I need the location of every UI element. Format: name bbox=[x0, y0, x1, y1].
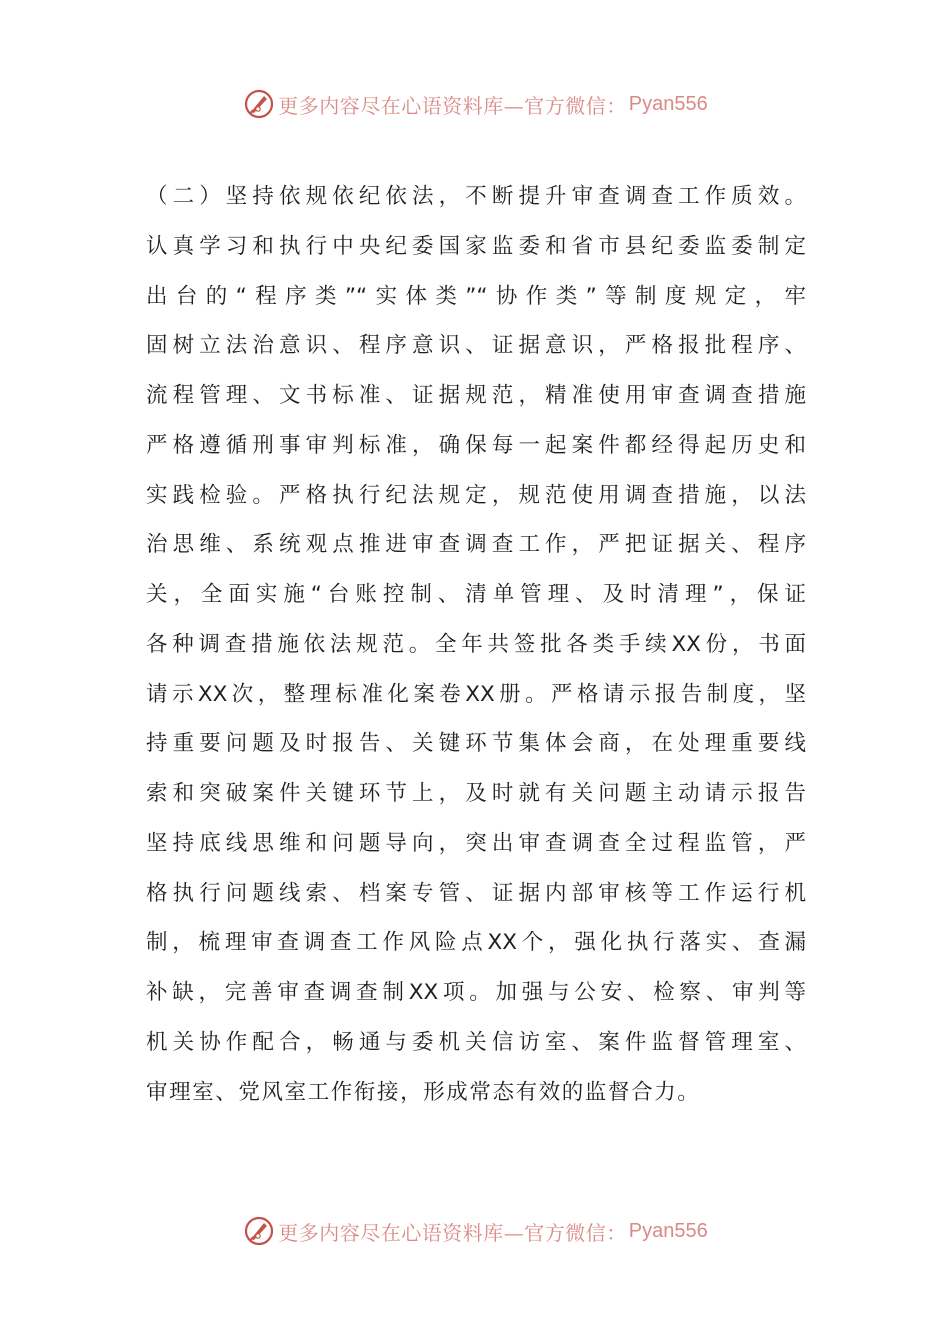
body-line: 各种调查措施依法规范。全年共签批各类手续XX份，书面 bbox=[146, 631, 806, 657]
watermark-text: 更多内容尽在心语资料库—官方微信： bbox=[278, 93, 627, 118]
body-line: 机关协作配合，畅通与委机关信访室、案件监督管理室、 bbox=[146, 1029, 806, 1055]
body-line: 格执行问题线索、档案专管、证据内部审核等工作运行机 bbox=[146, 880, 806, 906]
body-line: 认真学习和执行中央纪委国家监委和省市县纪委监委制定 bbox=[146, 233, 806, 259]
body-line: （二）坚持依规依纪依法，不断提升审查调查工作质效。 bbox=[146, 184, 806, 209]
document-body bbox=[146, 172, 806, 1117]
body-line: 严格遵循刑事审判标准，确保每一起案件都经得起历史和 bbox=[146, 432, 806, 458]
body-line: 固树立法治意识、程序意识、证据意识，严格报批程序、 bbox=[146, 333, 806, 359]
body-line: 请示XX次，整理标准化案卷XX册。严格请示报告制度，坚 bbox=[146, 681, 806, 707]
body-line: 流程管理、文书标准、证据规范，精准使用审查调查措施 bbox=[146, 383, 806, 408]
watermark-wechat-id: Pyan556 bbox=[628, 1219, 708, 1242]
quill-logo-icon bbox=[242, 1214, 276, 1248]
body-line: 关，全面实施“台账控制、清单管理、及时清理”，保证 bbox=[146, 582, 806, 607]
body-line: 出台的“程序类”“实体类”“协作类”等制度规定，牢 bbox=[146, 283, 806, 309]
body-line: 制，梳理审查调查工作风险点XX个，强化执行落实、查漏 bbox=[146, 930, 806, 956]
body-line: 补缺，完善审查调查制XX项。加强与公安、检察、审判等 bbox=[146, 980, 806, 1005]
watermark-wechat-id: Pyan556 bbox=[628, 92, 708, 115]
body-line: 实践检验。严格执行纪法规定，规范使用调查措施，以法 bbox=[146, 482, 806, 508]
body-line: 审理室、党风室工作衔接，形成常态有效的监督合力。 bbox=[146, 1079, 701, 1105]
quill-logo-icon bbox=[242, 87, 276, 121]
body-line: 持重要问题及时报告、关键环节集体会商，在处理重要线 bbox=[146, 731, 806, 757]
body-line: 索和突破案件关键环节上，及时就有关问题主动请示报告 bbox=[146, 781, 806, 806]
footer-watermark bbox=[0, 1211, 950, 1251]
watermark-text: 更多内容尽在心语资料库—官方微信： bbox=[278, 1220, 627, 1245]
header-watermark bbox=[0, 84, 950, 124]
body-line: 治思维、系统观点推进审查调查工作，严把证据关、程序 bbox=[146, 532, 806, 558]
body-line: 坚持底线思维和问题导向，突出审查调查全过程监管，严 bbox=[146, 830, 806, 856]
